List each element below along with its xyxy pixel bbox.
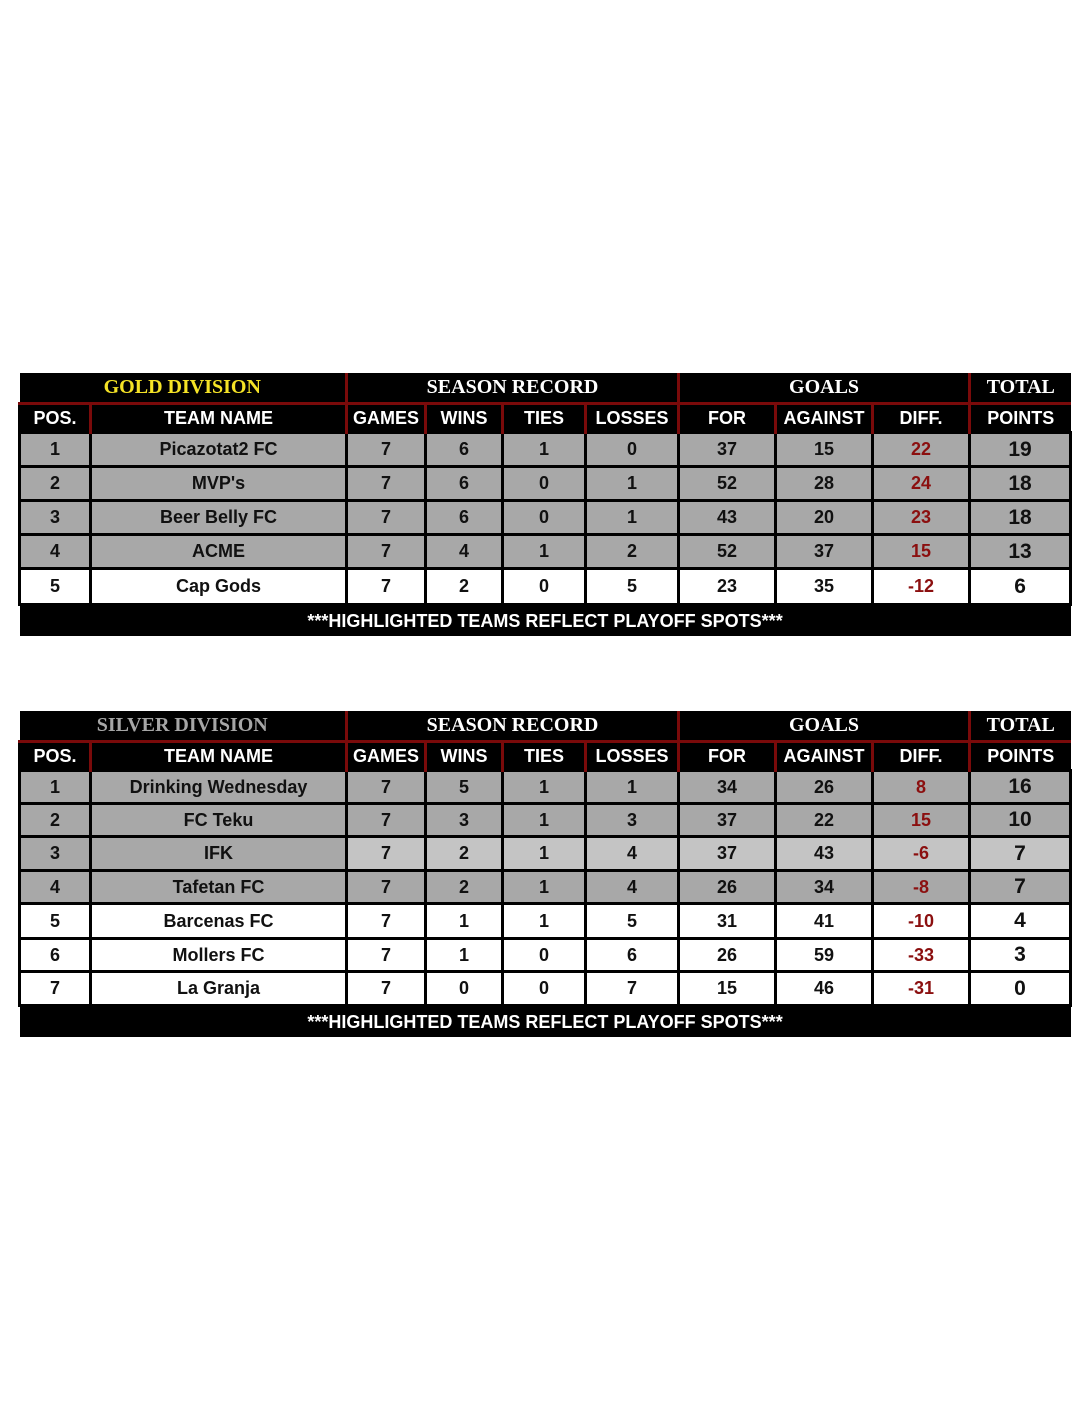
pos-cell: 7 <box>20 972 91 1006</box>
col-team-name: TEAM NAME <box>91 404 347 433</box>
table-row <box>20 871 1071 904</box>
losses-cell: 6 <box>586 939 679 972</box>
pos-cell: 3 <box>20 837 91 871</box>
goals-for-cell: 52 <box>679 467 776 501</box>
table-row <box>20 837 1071 871</box>
pos-cell: 1 <box>20 433 91 467</box>
ties-cell: 0 <box>503 467 586 501</box>
silver-column-headers <box>20 742 1071 771</box>
games-cell: 7 <box>347 871 426 904</box>
goals-against-cell: 43 <box>776 837 873 871</box>
ties-cell: 1 <box>503 837 586 871</box>
ties-cell: 1 <box>503 871 586 904</box>
ties-cell: 0 <box>503 939 586 972</box>
team-name-cell: Picazotat2 FC <box>91 433 347 467</box>
silver-group-header <box>20 711 1071 742</box>
goals-against-cell: 37 <box>776 535 873 569</box>
losses-cell: 4 <box>586 837 679 871</box>
goals-against-cell: 15 <box>776 433 873 467</box>
total-header: TOTAL <box>970 373 1071 404</box>
team-name-cell: ACME <box>91 535 347 569</box>
pos-cell: 2 <box>20 804 91 837</box>
table-row <box>20 467 1071 501</box>
goal-diff-cell: 24 <box>873 467 970 501</box>
pos-cell: 3 <box>20 501 91 535</box>
ties-cell: 1 <box>503 804 586 837</box>
points-cell: 18 <box>970 501 1071 535</box>
ties-cell: 1 <box>503 535 586 569</box>
col-against: AGAINST <box>776 404 873 433</box>
ties-cell: 0 <box>503 972 586 1006</box>
wins-cell: 0 <box>426 972 503 1006</box>
col-points: POINTS <box>970 404 1071 433</box>
goals-against-cell: 34 <box>776 871 873 904</box>
wins-cell: 6 <box>426 501 503 535</box>
season-record-header: SEASON RECORD <box>347 373 679 404</box>
pos-cell: 6 <box>20 939 91 972</box>
silver-footer-row <box>20 1006 1071 1038</box>
goal-diff-cell: 15 <box>873 535 970 569</box>
col-diff: DIFF. <box>873 404 970 433</box>
season-record-header: SEASON RECORD <box>347 711 679 742</box>
table-row <box>20 972 1071 1006</box>
team-name-cell: Cap Gods <box>91 569 347 605</box>
gold-footer-row <box>20 605 1071 637</box>
silver-division-title: SILVER DIVISION <box>20 711 347 742</box>
games-cell: 7 <box>347 804 426 837</box>
pos-cell: 4 <box>20 535 91 569</box>
losses-cell: 0 <box>586 433 679 467</box>
table-row <box>20 501 1071 535</box>
goal-diff-cell: -10 <box>873 904 970 939</box>
col-losses: LOSSES <box>586 404 679 433</box>
wins-cell: 2 <box>426 569 503 605</box>
goals-for-cell: 37 <box>679 804 776 837</box>
goal-diff-cell: 22 <box>873 433 970 467</box>
games-cell: 7 <box>347 904 426 939</box>
points-cell: 4 <box>970 904 1071 939</box>
gold-column-headers <box>20 404 1071 433</box>
gold-division-title: GOLD DIVISION <box>20 373 347 404</box>
losses-cell: 5 <box>586 569 679 605</box>
points-cell: 3 <box>970 939 1071 972</box>
pos-cell: 5 <box>20 569 91 605</box>
losses-cell: 5 <box>586 904 679 939</box>
games-cell: 7 <box>347 501 426 535</box>
games-cell: 7 <box>347 771 426 804</box>
col-wins: WINS <box>426 404 503 433</box>
table-row <box>20 939 1071 972</box>
col-games: GAMES <box>347 742 426 771</box>
wins-cell: 2 <box>426 871 503 904</box>
goal-diff-cell: 23 <box>873 501 970 535</box>
losses-cell: 1 <box>586 771 679 804</box>
goals-against-cell: 26 <box>776 771 873 804</box>
col-games: GAMES <box>347 404 426 433</box>
playoff-note: ***HIGHLIGHTED TEAMS REFLECT PLAYOFF SPOTS*** <box>20 1006 1071 1038</box>
goals-for-cell: 26 <box>679 939 776 972</box>
total-header: TOTAL <box>970 711 1071 742</box>
goals-header: GOALS <box>679 373 970 404</box>
goals-for-cell: 37 <box>679 433 776 467</box>
team-name-cell: FC Teku <box>91 804 347 837</box>
goal-diff-cell: -8 <box>873 871 970 904</box>
goals-against-cell: 35 <box>776 569 873 605</box>
team-name-cell: Drinking Wednesday <box>91 771 347 804</box>
goals-against-cell: 41 <box>776 904 873 939</box>
gold-division-table <box>18 373 1072 636</box>
points-cell: 18 <box>970 467 1071 501</box>
games-cell: 7 <box>347 972 426 1006</box>
goals-for-cell: 23 <box>679 569 776 605</box>
ties-cell: 1 <box>503 904 586 939</box>
pos-cell: 5 <box>20 904 91 939</box>
wins-cell: 3 <box>426 804 503 837</box>
goal-diff-cell: 15 <box>873 804 970 837</box>
col-team-name: TEAM NAME <box>91 742 347 771</box>
games-cell: 7 <box>347 939 426 972</box>
goals-against-cell: 22 <box>776 804 873 837</box>
pos-cell: 2 <box>20 467 91 501</box>
table-row <box>20 569 1071 605</box>
team-name-cell: Beer Belly FC <box>91 501 347 535</box>
losses-cell: 4 <box>586 871 679 904</box>
goal-diff-cell: -12 <box>873 569 970 605</box>
team-name-cell: Mollers FC <box>91 939 347 972</box>
playoff-note: ***HIGHLIGHTED TEAMS REFLECT PLAYOFF SPOTS*** <box>20 605 1071 637</box>
goals-against-cell: 20 <box>776 501 873 535</box>
table-row <box>20 433 1071 467</box>
goals-header: GOALS <box>679 711 970 742</box>
losses-cell: 1 <box>586 501 679 535</box>
games-cell: 7 <box>347 433 426 467</box>
table-row <box>20 804 1071 837</box>
col-losses: LOSSES <box>586 742 679 771</box>
points-cell: 7 <box>970 837 1071 871</box>
losses-cell: 2 <box>586 535 679 569</box>
wins-cell: 6 <box>426 433 503 467</box>
goal-diff-cell: 8 <box>873 771 970 804</box>
col-for: FOR <box>679 742 776 771</box>
pos-cell: 4 <box>20 871 91 904</box>
team-name-cell: MVP's <box>91 467 347 501</box>
goal-diff-cell: -33 <box>873 939 970 972</box>
points-cell: 6 <box>970 569 1071 605</box>
points-cell: 16 <box>970 771 1071 804</box>
games-cell: 7 <box>347 535 426 569</box>
team-name-cell: La Granja <box>91 972 347 1006</box>
goals-for-cell: 43 <box>679 501 776 535</box>
points-cell: 19 <box>970 433 1071 467</box>
points-cell: 10 <box>970 804 1071 837</box>
goals-for-cell: 34 <box>679 771 776 804</box>
goals-against-cell: 46 <box>776 972 873 1006</box>
ties-cell: 0 <box>503 501 586 535</box>
points-cell: 7 <box>970 871 1071 904</box>
losses-cell: 7 <box>586 972 679 1006</box>
ties-cell: 1 <box>503 771 586 804</box>
goals-for-cell: 37 <box>679 837 776 871</box>
table-row <box>20 535 1071 569</box>
games-cell: 7 <box>347 467 426 501</box>
goals-against-cell: 28 <box>776 467 873 501</box>
goal-diff-cell: -31 <box>873 972 970 1006</box>
wins-cell: 5 <box>426 771 503 804</box>
ties-cell: 0 <box>503 569 586 605</box>
goals-for-cell: 26 <box>679 871 776 904</box>
games-cell: 7 <box>347 837 426 871</box>
table-row <box>20 904 1071 939</box>
team-name-cell: IFK <box>91 837 347 871</box>
team-name-cell: Tafetan FC <box>91 871 347 904</box>
col-pos: POS. <box>20 404 91 433</box>
goal-diff-cell: -6 <box>873 837 970 871</box>
col-wins: WINS <box>426 742 503 771</box>
col-diff: DIFF. <box>873 742 970 771</box>
wins-cell: 2 <box>426 837 503 871</box>
losses-cell: 1 <box>586 467 679 501</box>
goals-for-cell: 52 <box>679 535 776 569</box>
points-cell: 0 <box>970 972 1071 1006</box>
gold-group-header <box>20 373 1071 404</box>
silver-division-table <box>18 711 1072 1037</box>
col-ties: TIES <box>503 404 586 433</box>
table-row <box>20 771 1071 804</box>
pos-cell: 1 <box>20 771 91 804</box>
games-cell: 7 <box>347 569 426 605</box>
col-for: FOR <box>679 404 776 433</box>
goals-against-cell: 59 <box>776 939 873 972</box>
goals-for-cell: 31 <box>679 904 776 939</box>
wins-cell: 4 <box>426 535 503 569</box>
losses-cell: 3 <box>586 804 679 837</box>
col-ties: TIES <box>503 742 586 771</box>
wins-cell: 1 <box>426 904 503 939</box>
col-pos: POS. <box>20 742 91 771</box>
points-cell: 13 <box>970 535 1071 569</box>
col-points: POINTS <box>970 742 1071 771</box>
wins-cell: 1 <box>426 939 503 972</box>
col-against: AGAINST <box>776 742 873 771</box>
ties-cell: 1 <box>503 433 586 467</box>
team-name-cell: Barcenas FC <box>91 904 347 939</box>
wins-cell: 6 <box>426 467 503 501</box>
goals-for-cell: 15 <box>679 972 776 1006</box>
